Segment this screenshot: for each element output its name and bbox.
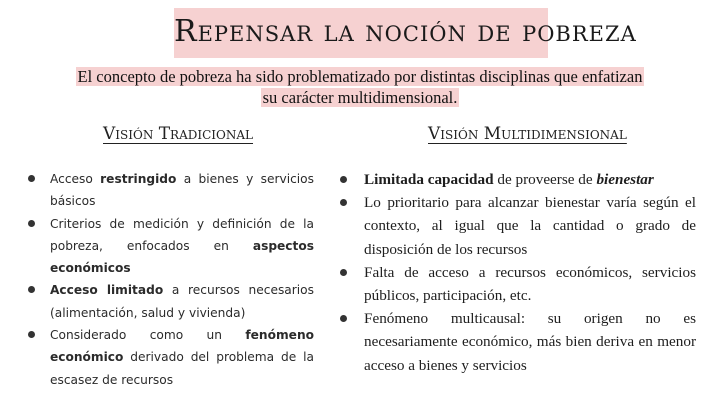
bullet-dot-icon — [28, 286, 35, 293]
bold-text: Acceso limitado — [50, 283, 164, 298]
multidimensional-view-heading: Visión Multidimensional — [428, 124, 627, 144]
right-list-item — [336, 191, 696, 261]
bullet-dot-icon — [28, 220, 35, 227]
traditional-view-heading: Visión Tradicional — [103, 124, 254, 144]
bold-text — [596, 171, 653, 188]
slide-title: Repensar la noción de pobreza — [174, 14, 637, 49]
intro-text: El concepto de pobreza ha sido problematizado por distintas disciplinas que enfatizan su carácter multidimensional. — [77, 67, 643, 107]
bold-text: fenómeno económico — [50, 328, 314, 365]
bold-text: restringido — [100, 172, 177, 186]
bullet-dot-icon — [340, 269, 347, 276]
item-text: a bienes y servicios básicos — [50, 172, 314, 209]
bullet-dot-icon — [340, 315, 347, 322]
left-list-item — [24, 213, 314, 280]
intro-text-block — [70, 66, 650, 108]
bold-text: Limitada capacidad — [364, 171, 494, 188]
bullet-dot-icon — [28, 175, 35, 182]
item-text: Lo prioritario para alcanzar bienestar varía según el contexto, al igual que la cantidad o grado de disposición de los recursos — [364, 194, 696, 258]
item-text: derivado del problema de la escasez de recursos — [50, 350, 314, 387]
right-list-item — [336, 307, 696, 377]
left-list-item — [24, 168, 314, 213]
item-text: Criterios de medición y definición de la pobreza, enfocados en — [50, 216, 314, 253]
emphasis-text: bienestar — [596, 171, 654, 188]
right-list-item — [336, 168, 696, 191]
item-text: de proveerse de — [493, 171, 597, 188]
item-text: Considerado como un — [50, 328, 246, 343]
multidimensional-view-list — [336, 168, 696, 377]
item-text: Falta de acceso a recursos económicos, servicios públicos, participación, etc. — [364, 263, 696, 305]
item-text: Fenómeno multicausal: su origen no es necesariamente económico, más bien deriva en menor acceso a bienes y servicios — [364, 310, 696, 374]
item-text: a recursos necesarios (alimentación, salud y vivienda) — [50, 283, 314, 320]
right-list-item — [336, 261, 696, 307]
left-list-item — [24, 324, 314, 391]
bullet-dot-icon — [340, 176, 347, 183]
traditional-view-list — [24, 168, 314, 391]
left-list-item — [24, 279, 314, 324]
bullet-dot-icon — [28, 331, 35, 338]
item-text: Acceso — [50, 172, 101, 186]
bold-text: aspectos económicos — [50, 238, 314, 276]
title-banner — [174, 8, 637, 58]
bullet-dot-icon — [340, 199, 347, 206]
